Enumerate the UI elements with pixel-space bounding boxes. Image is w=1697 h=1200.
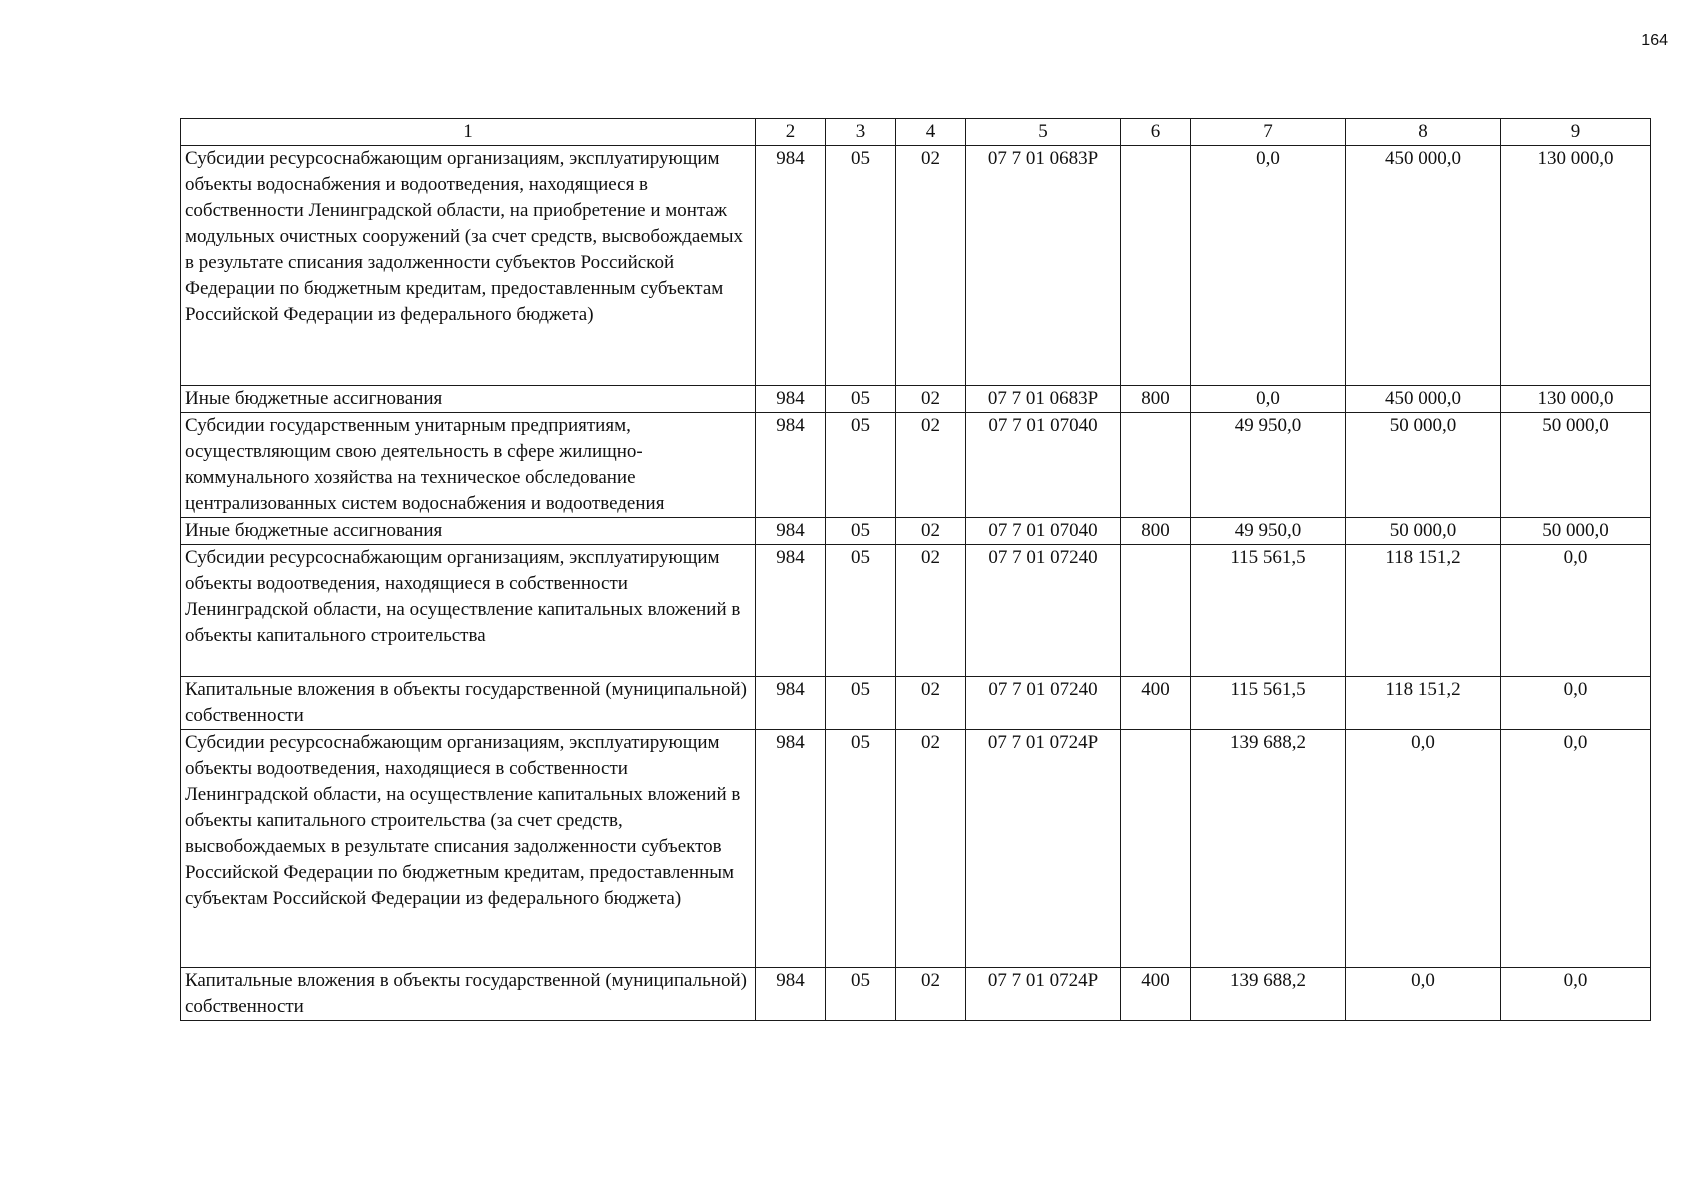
amount-col9-cell: 130 000,0 (1501, 386, 1651, 413)
amount-col8-cell: 450 000,0 (1346, 386, 1501, 413)
row-name: Субсидии государственным унитарным предприятиям, осуществляющим свою деятельность в сфере жилищно-коммунального хозяйства на техническое обследование централизованных систем водоснабжения и водоотведения (181, 413, 756, 518)
header-cell-8: 8 (1346, 119, 1501, 146)
amount-col9-cell: 0,0 (1501, 545, 1651, 677)
amount-col7-cell: 139 688,2 (1191, 968, 1346, 1021)
row-name: Субсидии ресурсоснабжающим организациям, эксплуатирующим объекты водоотведения, находящиеся в собственности Ленинградской области, на осуществление капитальных вложений в объекты капитального строительства (за счет средств, высвобождаемых в результате списания задолженности субъектов Российской Федерации по бюджетным кредитам, предоставленным субъектам Российской Федерации из федерального бюджета) (181, 730, 756, 968)
row-name: Капитальные вложения в объекты государственной (муниципальной) собственности (181, 677, 756, 730)
section-cell: 05 (826, 677, 896, 730)
page-number: 164 (1641, 32, 1668, 49)
expense-type-cell: 400 (1121, 677, 1191, 730)
target-article-cell: 07 7 01 0724Р (966, 730, 1121, 968)
header-cell-1: 1 (181, 119, 756, 146)
expense-type-cell (1121, 413, 1191, 518)
target-article-cell: 07 7 01 0683Р (966, 386, 1121, 413)
amount-col7-cell: 0,0 (1191, 386, 1346, 413)
table-row (181, 413, 1651, 518)
grbs-cell: 984 (756, 968, 826, 1021)
grbs-cell: 984 (756, 386, 826, 413)
subsection-cell: 02 (896, 677, 966, 730)
expense-type-cell: 400 (1121, 968, 1191, 1021)
amount-col7-cell: 49 950,0 (1191, 518, 1346, 545)
amount-col7-cell: 115 561,5 (1191, 677, 1346, 730)
expense-type-cell (1121, 545, 1191, 677)
table-row (181, 968, 1651, 1021)
target-article-cell: 07 7 01 0724Р (966, 968, 1121, 1021)
amount-col8-cell: 0,0 (1346, 968, 1501, 1021)
amount-col7-cell: 115 561,5 (1191, 545, 1346, 677)
amount-col8-cell: 118 151,2 (1346, 677, 1501, 730)
table-row (181, 386, 1651, 413)
section-cell: 05 (826, 386, 896, 413)
subsection-cell: 02 (896, 545, 966, 677)
budget-table (180, 118, 1651, 1021)
subsection-cell: 02 (896, 386, 966, 413)
header-cell-5: 5 (966, 119, 1121, 146)
amount-col8-cell: 50 000,0 (1346, 518, 1501, 545)
table-row (181, 730, 1651, 968)
section-cell: 05 (826, 413, 896, 518)
section-cell: 05 (826, 730, 896, 968)
amount-col9-cell: 0,0 (1501, 730, 1651, 968)
amount-col7-cell: 49 950,0 (1191, 413, 1346, 518)
grbs-cell: 984 (756, 518, 826, 545)
amount-col9-cell: 0,0 (1501, 677, 1651, 730)
amount-col8-cell: 118 151,2 (1346, 545, 1501, 677)
subsection-cell: 02 (896, 146, 966, 386)
section-cell: 05 (826, 968, 896, 1021)
amount-col8-cell: 0,0 (1346, 730, 1501, 968)
amount-col7-cell: 139 688,2 (1191, 730, 1346, 968)
section-cell: 05 (826, 518, 896, 545)
subsection-cell: 02 (896, 968, 966, 1021)
amount-col9-cell: 50 000,0 (1501, 518, 1651, 545)
table-row (181, 545, 1651, 677)
grbs-cell: 984 (756, 146, 826, 386)
grbs-cell: 984 (756, 413, 826, 518)
section-cell: 05 (826, 545, 896, 677)
expense-type-cell: 800 (1121, 518, 1191, 545)
amount-col9-cell: 0,0 (1501, 968, 1651, 1021)
header-cell-9: 9 (1501, 119, 1651, 146)
amount-col9-cell: 50 000,0 (1501, 413, 1651, 518)
amount-col9-cell: 130 000,0 (1501, 146, 1651, 386)
header-cell-4: 4 (896, 119, 966, 146)
amount-col7-cell: 0,0 (1191, 146, 1346, 386)
header-cell-3: 3 (826, 119, 896, 146)
grbs-cell: 984 (756, 677, 826, 730)
subsection-cell: 02 (896, 413, 966, 518)
amount-col8-cell: 450 000,0 (1346, 146, 1501, 386)
header-cell-7: 7 (1191, 119, 1346, 146)
target-article-cell: 07 7 01 0683Р (966, 146, 1121, 386)
table-row (181, 677, 1651, 730)
grbs-cell: 984 (756, 730, 826, 968)
expense-type-cell (1121, 730, 1191, 968)
target-article-cell: 07 7 01 07240 (966, 545, 1121, 677)
row-name: Капитальные вложения в объекты государственной (муниципальной) собственности (181, 968, 756, 1021)
expense-type-cell: 800 (1121, 386, 1191, 413)
section-cell: 05 (826, 146, 896, 386)
header-cell-6: 6 (1121, 119, 1191, 146)
header-cell-2: 2 (756, 119, 826, 146)
row-name: Иные бюджетные ассигнования (181, 518, 756, 545)
table-row (181, 518, 1651, 545)
table-header-row (181, 119, 1651, 146)
target-article-cell: 07 7 01 07240 (966, 677, 1121, 730)
target-article-cell: 07 7 01 07040 (966, 518, 1121, 545)
row-name: Субсидии ресурсоснабжающим организациям, эксплуатирующим объекты водоотведения, находящиеся в собственности Ленинградской области, на осуществление капитальных вложений в объекты капитального строительства (181, 545, 756, 677)
row-name: Субсидии ресурсоснабжающим организациям, эксплуатирующим объекты водоснабжения и водоотведения, находящиеся в собственности Ленинградской области, на приобретение и монтаж модульных очистных сооружений (за счет средств, высвобождаемых в результате списания задолженности субъектов Российской Федерации по бюджетным кредитам, предоставленным субъектам Российской Федерации из федерального бюджета) (181, 146, 756, 386)
expense-type-cell (1121, 146, 1191, 386)
subsection-cell: 02 (896, 518, 966, 545)
subsection-cell: 02 (896, 730, 966, 968)
amount-col8-cell: 50 000,0 (1346, 413, 1501, 518)
table-row (181, 146, 1651, 386)
target-article-cell: 07 7 01 07040 (966, 413, 1121, 518)
row-name: Иные бюджетные ассигнования (181, 386, 756, 413)
grbs-cell: 984 (756, 545, 826, 677)
